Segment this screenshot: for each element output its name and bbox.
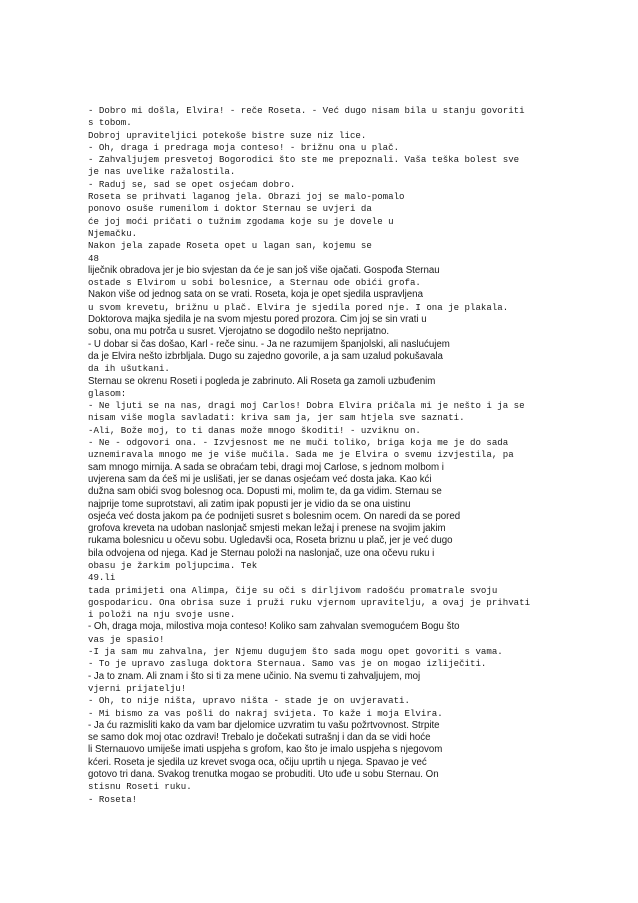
- text-line: u svom krevetu, brižnu u plač. Elvira je sjedila pored nje. I ona je plakala.: [88, 301, 509, 313]
- text-line: Nakon više od jednog sata on se vrati. Roseta, koja je opet sjedila uspravljena: [88, 289, 423, 301]
- text-line: - Ne ljuti se na nas, dragi moj Carlos! Dobra Elvira pričala mi je nešto i ja se: [88, 400, 525, 412]
- text-line: dužna sam obići svog bolesnog oca. Dopusti mi, molim te, da ga vidim. Sternau se: [88, 486, 442, 498]
- text-line: - Raduj se, sad se opet osjećam dobro.: [88, 178, 296, 190]
- text-line: će joj moći pričati o tužnim zgodama koje su je dovele u: [88, 215, 394, 227]
- text-line: glasom:: [88, 387, 127, 399]
- text-line: - Oh, to nije ništa, upravo ništa - stade je on uvjeravati.: [88, 695, 410, 707]
- text-line: liječnik obradova jer je bio svjestan da će je san još više ojačati. Gospođa Sternau: [88, 264, 440, 276]
- text-line: - Roseta!: [88, 793, 138, 805]
- text-line: Nakon jela zapade Roseta opet u lagan san, kojemu se: [88, 240, 372, 252]
- text-line: Doktorova majka sjedila je na svom mjestu pored prozora. Čim joj se sin vrati u: [88, 314, 427, 326]
- text-line: rukama bolesnicu u očevu sobu. Ugledavši oca, Roseta briznu u plač, jer je već dugo: [88, 535, 453, 547]
- text-line: obasu je žarkim poljupcima. Tek: [88, 559, 258, 571]
- text-line: je nas uvelike ražalostila.: [88, 166, 236, 178]
- text-line: da je Elvira nešto izbrbljala. Dugo su zajedno govorile, a ja sam uzalud pokušavala: [88, 350, 443, 362]
- text-line: grofova kreveta na udoban naslonjač smjesti mekan ležaj i prenese na svojim jakim: [88, 523, 446, 535]
- body-text: [88, 105, 568, 806]
- text-line: vjerni prijatelju!: [88, 682, 187, 694]
- text-line: tada primijeti ona Alimpa, čije su oči s dirljivom radošću promatrale svoju: [88, 584, 498, 596]
- text-line: vas je spasio!: [88, 633, 165, 645]
- text-line: bila odvojena od njega. Kad je Sternau položi na naslonjač, uze ona očevu ruku i: [88, 547, 435, 559]
- text-line: Dobroj upraviteljici potekoše bistre suze niz lice.: [88, 129, 367, 141]
- text-line: osjeća već dosta jakom pa će podnijeti susret s bolesnim ocem. On naredi da se pored: [88, 510, 461, 522]
- text-line: kćeri. Roseta je sjedila uz krevet svoga oca, očiju uprtih u njega. Spavao je već: [88, 756, 427, 768]
- text-line: Njemačku.: [88, 227, 138, 239]
- text-line: 48: [88, 252, 99, 264]
- text-line: - Zahvaljujem presvetoj Bogorodici što ste me prepoznali. Vaša teška bolest sve: [88, 154, 520, 166]
- text-line: - Ja ću razmisliti kako da vam bar djelomice uzvratim tu vašu požrtvovnost. Strpite: [88, 719, 440, 731]
- text-line: - Oh, draga moja, milostiva moja conteso! Koliko sam zahvalan svemogućem Bogu što: [88, 621, 460, 633]
- text-line: gospodaricu. Ona obrisa suze i pruži ruku vjernom upravitelju, a ovaj je prihvati: [88, 596, 531, 608]
- text-line: gotovo tri dana. Svakog trenutka mogao se probuditi. Uto uđe u sobu Sternau. On: [88, 769, 439, 781]
- text-line: s tobom.: [88, 117, 132, 129]
- text-line: uznemiravala mnogo me je više mučila. Sada me je Elvira o svemu izvjestila, pa: [88, 449, 514, 461]
- text-line: sam mnogo mirnija. A sada se obraćam tebi, dragi moj Carlose, s jednom molbom i: [88, 461, 444, 473]
- text-line: -Ali, Bože moj, to ti danas može mnogo škoditi! - uzviknu on.: [88, 424, 421, 436]
- text-line: - Ne - odgovori ona. - Izvjesnost me ne muči toliko, briga koja me je do sada: [88, 437, 509, 449]
- text-line: - Ja to znam. Ali znam i što si ti za mene učinio. Na svemu ti zahvaljujem, moj: [88, 670, 421, 682]
- text-line: li Sternauovo umiješe imati uspjeha s grofom, kao što je imalo uspjeha s njegovom: [88, 744, 443, 756]
- text-line: 49.li: [88, 572, 116, 584]
- text-line: nisam više mogla savladati: kriva sam ja, jer sam htjela sve saznati.: [88, 412, 465, 424]
- text-line: Roseta se prihvati laganog jela. Obrazi joj se malo-pomalo: [88, 191, 405, 203]
- text-line: Sternau se okrenu Roseti i pogleda je zabrinuto. Ali Roseta ga zamoli uzbuđenim: [88, 375, 436, 387]
- text-line: - To je upravo zasluga doktora Sternaua. Samo vas je on mogao izliječiti.: [88, 658, 487, 670]
- text-line: se samo dok moj otac ozdravi! Trebalo je dočekati sutrašnj i dan da se vidi hoće: [88, 732, 431, 744]
- text-line: uvjerena sam da ćeš mi je uslišati, jer se danas osjećam već dosta jaka. Kao kći: [88, 473, 432, 485]
- text-line: - Oh, draga i predraga moja conteso! - brižnu ona u plač.: [88, 141, 400, 153]
- text-line: ostade s Elvirom u sobi bolesnice, a Sternau ode obići grofa.: [88, 277, 421, 289]
- text-line: i položi na nju svoje usne.: [88, 609, 236, 621]
- text-line: da ih ušutkani.: [88, 363, 170, 375]
- text-line: stisnu Roseti ruku.: [88, 781, 192, 793]
- text-line: - U dobar si čas došao, Karl - reče sinu. - Ja ne razumijem španjolski, ali naslućujem: [88, 338, 450, 350]
- text-line: - Mi bismo za vas pošli do nakraj svijeta. To kaže i moja Elvira.: [88, 707, 443, 719]
- text-line: ponovo osuše rumenilom i doktor Sternau se uvjeri da: [88, 203, 372, 215]
- text-line: -I ja sam mu zahvalna, jer Njemu dugujem što sada mogu opet govoriti s vama.: [88, 646, 503, 658]
- text-line: - Dobro mi došla, Elvira! - reče Roseta. - Već dugo nisam bila u stanju govoriti: [88, 105, 525, 116]
- text-line: sobu, ona mu potrča u susret. Vjerojatno se dogodilo nešto neprijatno.: [88, 326, 390, 338]
- text-line: najprije tome suprotstavi, ali zatim ipak popusti jer je vidio da se ona uistinu: [88, 498, 411, 510]
